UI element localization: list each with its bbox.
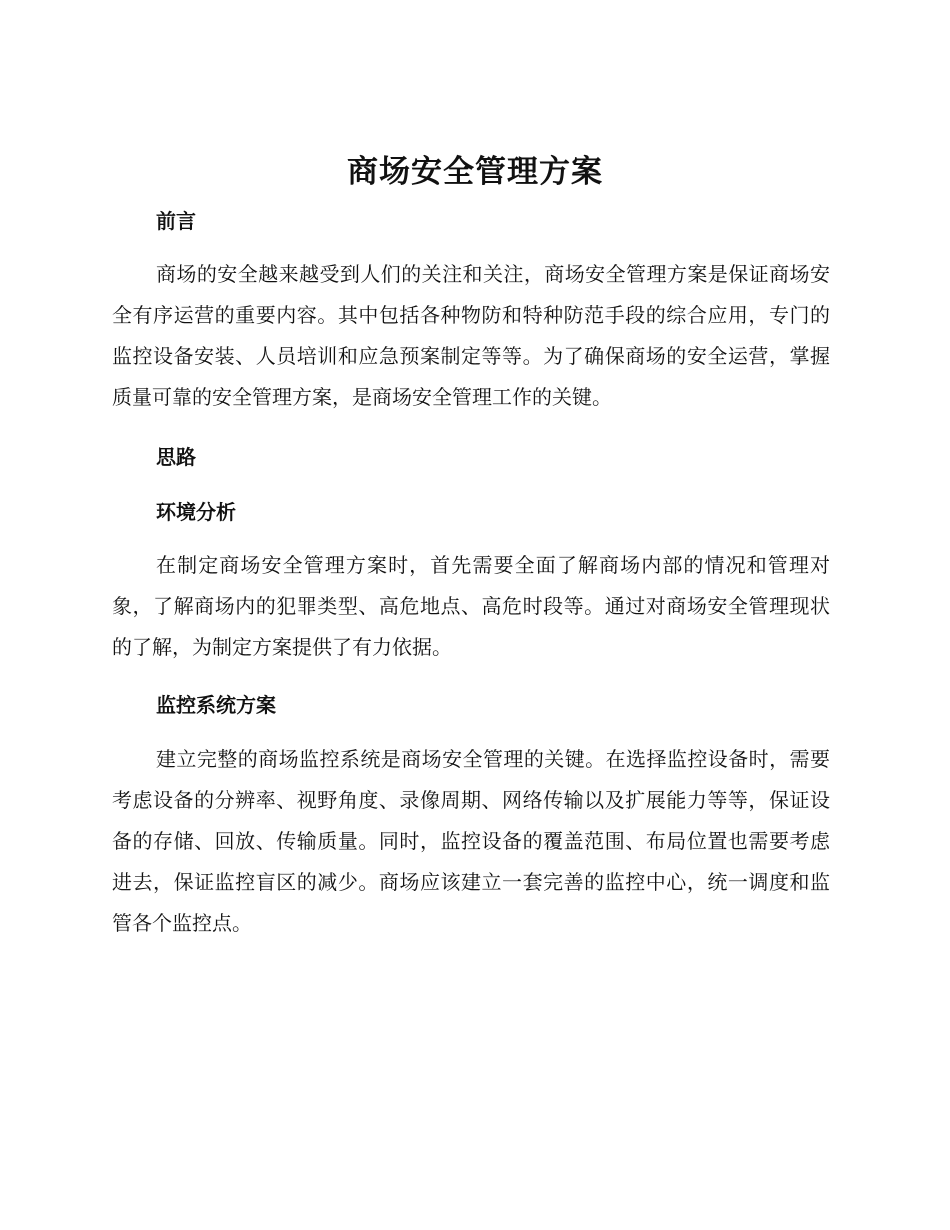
section-paragraph-environment-analysis: 在制定商场安全管理方案时，首先需要全面了解商场内部的情况和管理对象，了解商场内的犯罪类型、高危地点、高危时段等。通过对商场安全管理现状的了解，为制定方案提供了有力依据。: [112, 553, 830, 659]
document-title: 商场安全管理方案: [347, 154, 603, 190]
section-heading-approach: 思路: [156, 445, 196, 469]
section-heading-preface: 前言: [156, 209, 196, 233]
section-heading-monitoring-system: 监控系统方案: [156, 693, 276, 717]
section-paragraph-monitoring-system: 建立完整的商场监控系统是商场安全管理的关键。在选择监控设备时，需要考虑设备的分辨率、视野角度、录像周期、网络传输以及扩展能力等等，保证设备的存储、回放、传输质量。同时，监控设备的覆盖范围、布局位置也需要考虑进去，保证监控盲区的减少。商场应该建立一套完善的监控中心，统一调度和监管各个监控点。: [112, 747, 830, 935]
section-paragraph-preface: 商场的安全越来越受到人们的关注和关注，商场安全管理方案是保证商场安全有序运营的重要内容。其中包括各种物防和特种防范手段的综合应用，专门的监控设备安装、人员培训和应急预案制定等等。为了确保商场的安全运营，掌握质量可靠的安全管理方案，是商场安全管理工作的关键。: [112, 262, 830, 409]
section-heading-environment-analysis: 环境分析: [156, 500, 236, 524]
